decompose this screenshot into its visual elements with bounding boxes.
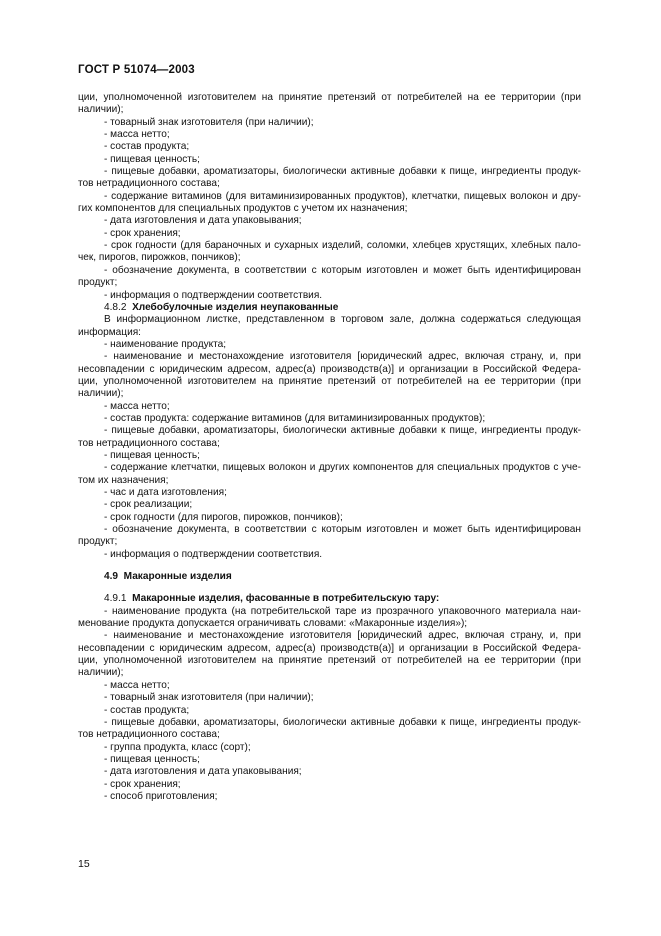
text-line: - пищевая ценность; bbox=[104, 153, 200, 165]
section-title: Макаронные изделия bbox=[123, 571, 232, 583]
section-heading bbox=[78, 302, 581, 314]
text-line: - состав продукта; bbox=[104, 704, 190, 716]
text-line: - состав продукта: содержание витаминов (для витаминизированных продуктов); bbox=[104, 412, 486, 424]
text-line: продукт; bbox=[78, 536, 118, 548]
section-number: 4.9.1 bbox=[104, 593, 127, 605]
text-line: гих компонентов для специальных продуктов с учетом их назначения; bbox=[78, 203, 408, 215]
text-line: - товарный знак изготовителя (при наличии); bbox=[104, 692, 314, 704]
text-line: несовпадении с юридическим адресом, адрес(а) производств(а)] и организации в Российской Федера- bbox=[78, 642, 581, 654]
text-line: наличии); bbox=[78, 667, 124, 679]
section-number: 4.8.2 bbox=[104, 301, 127, 313]
text-line: менование продукта допускается ограничивать словами: «Макаронные изделия»); bbox=[78, 618, 468, 630]
text-line: - срок годности (для пирогов, пирожков, пончиков); bbox=[104, 511, 343, 523]
text-line: - пищевая ценность; bbox=[104, 449, 200, 461]
text-line: - срок реализации; bbox=[104, 499, 193, 511]
section-title: Хлебобулочные изделия неупакованные bbox=[132, 301, 339, 313]
text-line: - час и дата изготовления; bbox=[104, 487, 227, 498]
text-line: - обозначение документа, в соответствии с которым изготовлен и может быть идентифицирован bbox=[104, 524, 581, 536]
text-line: - масса нетто; bbox=[104, 129, 170, 141]
text-line: - содержание витаминов (для витаминизированных продуктов), клетчатки, пищевых волокон и дру- bbox=[104, 190, 581, 202]
text-line: ции, уполномоченной изготовителем на принятие претензий от потребителей на ее территории (при bbox=[78, 92, 581, 103]
text-line: - срок хранения; bbox=[104, 778, 181, 790]
text-line: продукт; bbox=[78, 277, 118, 289]
text-line: тов нетрадиционного состава; bbox=[78, 178, 220, 190]
text-line: - группа продукта, класс (сорт); bbox=[104, 741, 251, 753]
text-line: - пищевые добавки, ароматизаторы, биологически активные добавки к пище, ингредиенты продук- bbox=[104, 716, 581, 728]
text-line: наличии); bbox=[78, 388, 124, 400]
section-number: 4.9 bbox=[104, 571, 119, 583]
section-heading bbox=[78, 571, 581, 583]
text-line: - дата изготовления и дата упаковывания; bbox=[104, 215, 302, 227]
text-line: - наименование и местонахождение изготовителя [юридический адрес, включая страну, и, при bbox=[104, 630, 581, 642]
text-line: тов нетрадиционного состава; bbox=[78, 437, 220, 449]
text-line: - пищевые добавки, ароматизаторы, биологически активные добавки к пище, ингредиенты продук- bbox=[104, 425, 581, 437]
section-title: Макаронные изделия, фасованные в потребительскую тару: bbox=[132, 593, 440, 605]
text-line: несовпадении с юридическим адресом, адрес(а) производств(а)] и организации в Российской Федера- bbox=[78, 363, 581, 375]
text-line: - пищевые добавки, ароматизаторы, биологически активные добавки к пище, ингредиенты продук- bbox=[104, 166, 581, 178]
text-line: ции, уполномоченной изготовителем на принятие претензий от потребителей на ее территории (при bbox=[78, 375, 581, 387]
text-line: - наименование продукта (на потребительской таре из прозрачного упаковочного материала наи- bbox=[104, 605, 581, 617]
text-line: В информационном листке, представленном в торговом зале, должна содержаться следующая bbox=[104, 314, 581, 326]
text-line: - обозначение документа, в соответствии с которым изготовлен и может быть идентифицирован bbox=[104, 264, 581, 276]
text-line: том их назначения; bbox=[78, 474, 169, 486]
section-heading bbox=[78, 593, 581, 605]
text-line: - содержание клетчатки, пищевых волокон и других компонентов для специальных продуктов с уче- bbox=[104, 462, 581, 474]
document-body bbox=[78, 92, 581, 803]
text-line: - масса нетто; bbox=[104, 400, 170, 412]
text-line: наличии); bbox=[78, 104, 124, 116]
text-line: - наименование продукта; bbox=[104, 338, 227, 350]
text-line: - масса нетто; bbox=[104, 679, 170, 691]
document-header: ГОСТ Р 51074—2003 bbox=[78, 64, 195, 76]
text-line: - срок годности (для бараночных и сухарных изделий, соломки, хлебцев хрустящих, хлебных пало- bbox=[104, 240, 581, 252]
text-line: - информация о подтверждении соответствия. bbox=[104, 289, 323, 301]
text-line: - способ приготовления; bbox=[104, 790, 218, 802]
text-line: тов нетрадиционного состава; bbox=[78, 729, 220, 741]
text-line: чек, пирогов, пирожков, пончиков); bbox=[78, 252, 241, 264]
text-line: - товарный знак изготовителя (при наличии); bbox=[104, 116, 314, 128]
text-line: - наименование и местонахождение изготовителя [юридический адрес, включая страну, и, при bbox=[104, 351, 581, 363]
text-line: - информация о подтверждении соответствия. bbox=[104, 548, 323, 560]
text-line: ции, уполномоченной изготовителем на принятие претензий от потребителей на ее территории (при bbox=[78, 655, 581, 667]
page-number: 15 bbox=[78, 858, 90, 870]
text-line: - срок хранения; bbox=[104, 227, 181, 239]
text-line: - пищевая ценность; bbox=[104, 753, 200, 765]
text-line: - состав продукта; bbox=[104, 141, 190, 153]
text-line: информация: bbox=[78, 326, 141, 338]
text-line: - дата изготовления и дата упаковывания; bbox=[104, 766, 302, 778]
